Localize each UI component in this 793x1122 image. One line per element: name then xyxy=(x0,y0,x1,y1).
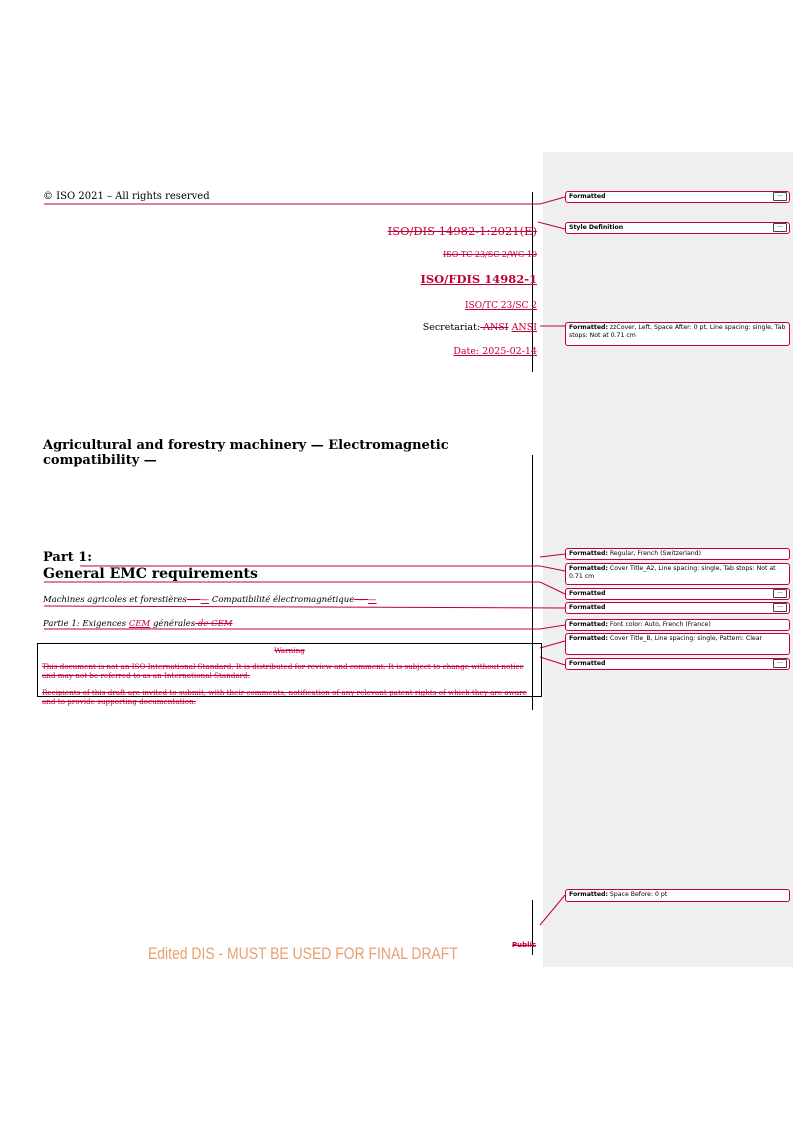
committee-inserted: ISO/TC 23/SC 2 xyxy=(464,301,537,311)
formatting-balloon[interactable]: Formatted ... xyxy=(565,191,790,203)
more-button[interactable]: ... xyxy=(773,223,787,232)
warning-heading: Warning xyxy=(274,646,305,655)
connector-line xyxy=(538,222,565,229)
more-button[interactable]: ... xyxy=(773,603,787,612)
formatting-balloon[interactable]: Formatted: Font color: Auto, French (France) xyxy=(565,619,790,631)
warning-paragraph: This document is not an ISO International Standard. It is distributed for review and comment. It is subject to change without notice and may not be referred to as an International Standard. xyxy=(42,662,524,680)
formatting-balloon[interactable]: Formatted: Space Before: 0 pt xyxy=(565,889,790,902)
connector-line xyxy=(44,582,565,594)
connector-line xyxy=(540,657,565,665)
warning-paragraph: Recipients of this draft are invited to submit, with their comments, notification of any relevant patent rights of which they are aware and to provide supporting documentation. xyxy=(42,688,527,706)
style-definition-balloon[interactable]: Style Definition ... xyxy=(565,222,790,234)
connector-line xyxy=(540,554,565,557)
more-button[interactable]: ... xyxy=(773,589,787,598)
secretariat-line: Secretariat: ANSI ANSI xyxy=(422,322,537,333)
formatting-balloon[interactable]: Formatted ... xyxy=(565,588,790,600)
connector-line xyxy=(540,895,565,925)
document-title: Agricultural and forestry machinery — Electromagnetic compatibility — xyxy=(43,438,449,468)
part-line: Part 1: xyxy=(43,550,93,565)
formatting-balloon[interactable]: Formatted: zzCover, Left, Space After: 0 pt, Line spacing: single, Tab stops: Not at 0.71 cm xyxy=(565,322,790,346)
formatting-balloon[interactable]: Formatted: Cover Title_B, Line spacing: single, Pattern: Clear xyxy=(565,633,790,655)
doc-number-inserted: ISO/FDIS 14982-1 xyxy=(420,272,537,286)
formatting-balloon[interactable]: Formatted: Cover Title_A2, Line spacing: single, Tab stops: Not at 0.71 cm xyxy=(565,563,790,585)
french-title: Machines agricoles et forestières — — Compatibilité électromagnétique — — xyxy=(43,595,377,605)
more-button[interactable]: ... xyxy=(773,659,787,668)
connector-line xyxy=(44,606,565,608)
more-button[interactable]: ... xyxy=(773,192,787,201)
connector-line xyxy=(540,641,565,648)
formatting-balloon[interactable]: Formatted: Regular, French (Switzerland) xyxy=(565,548,790,560)
copyright-line: © ISO 2021 – All rights reserved xyxy=(43,191,210,202)
committee-deleted: ISO TC 23/SC 2/WG 10 xyxy=(443,250,537,259)
public-label: Public xyxy=(512,941,537,949)
doc-number-deleted: ISO/DIS 14982-1:2021(E) xyxy=(387,224,537,238)
formatting-balloon[interactable]: Formatted ... xyxy=(565,658,790,670)
formatting-balloon[interactable]: Formatted ... xyxy=(565,602,790,614)
date-line: Date: 2025-02-14 xyxy=(453,346,537,357)
watermark-text: Edited DIS - MUST BE USED FOR FINAL DRAFT xyxy=(148,944,458,963)
french-part-title: Partie 1: Exigences CEM générales de CEM xyxy=(43,619,233,629)
warning-box xyxy=(37,643,542,706)
subtitle: General EMC requirements xyxy=(43,566,258,582)
